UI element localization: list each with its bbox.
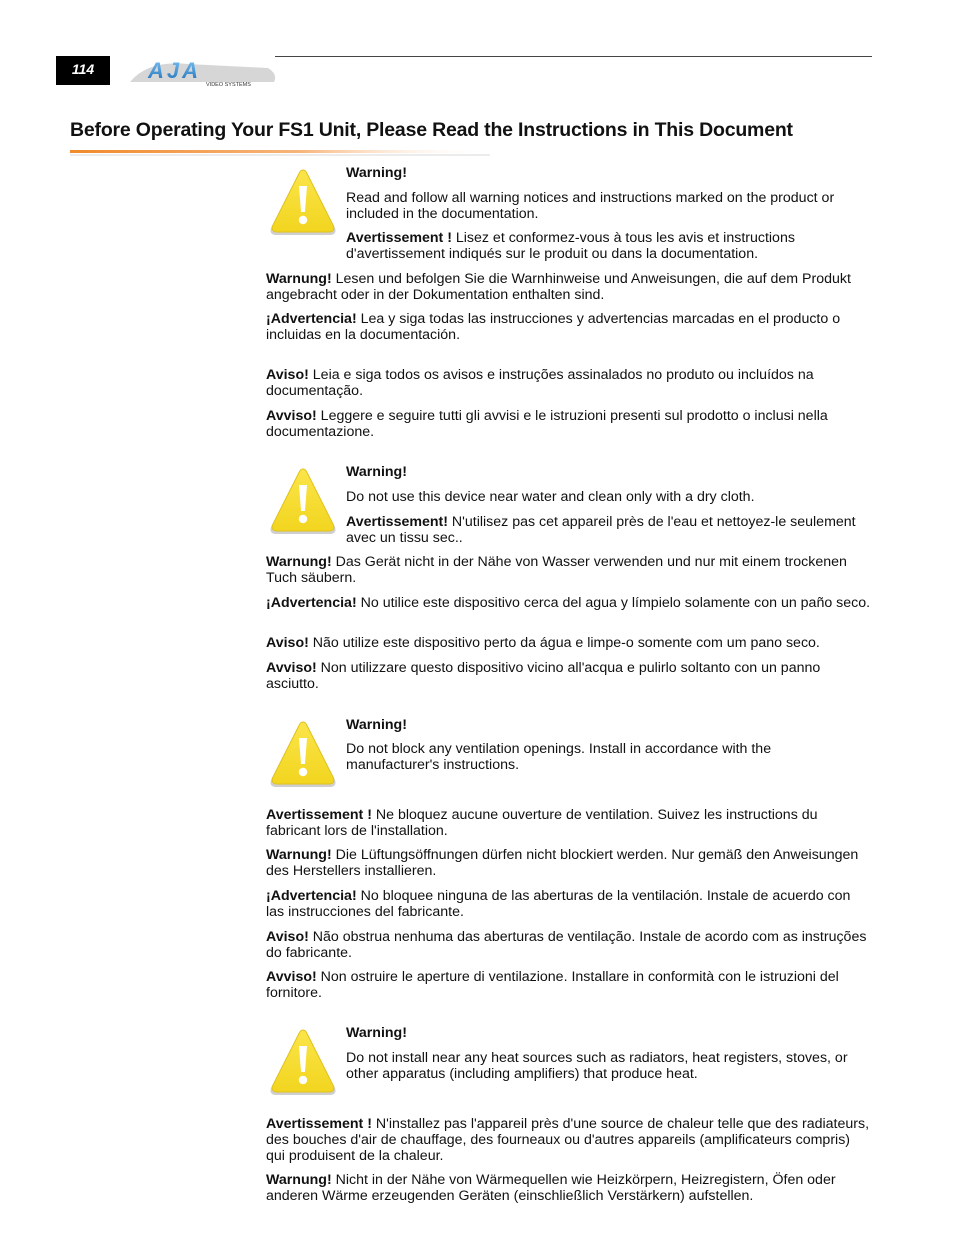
translation-text: Non ostruire le aperture di ventilazione. Installare in conformità con le istruzioni del fornitore. (266, 969, 839, 1001)
translation-label: Aviso! (266, 635, 309, 651)
translation-paragraph (266, 1116, 871, 1164)
warning-triangle-icon (268, 168, 338, 238)
translation-text: N'installez pas l'appareil près d'une source de chaleur telle que des radiateurs, des bouches d'air de chauffage, des fourneaux ou d'autres appareils (amplificateurs compris) qui produisent de la chaleur. (266, 1116, 870, 1164)
translation-label: ¡Advertencia! (266, 888, 357, 904)
translation-text: Leggere e seguire tutti gli avvisi e le istruzioni presenti sul prodotto o inclusi nella documentazione. (266, 408, 828, 440)
translation-label: Warnung! (266, 1172, 332, 1188)
warning-text: Do not install near any heat sources such as radiators, heat registers, stoves, or other apparatus (including amplifiers) that produce heat. (346, 1050, 848, 1082)
translation-paragraph (266, 554, 871, 586)
translation-paragraph (266, 660, 871, 692)
warning-triangle-icon (268, 1028, 338, 1098)
translation-paragraph (266, 271, 871, 303)
translation-label: Avviso! (266, 408, 317, 424)
translation-label: Warnung! (266, 554, 332, 570)
translation-text: Die Lüftungsöffnungen dürfen nicht blockiert werden. Nur gemäß den Anweisungen des Herstellers installieren. (266, 847, 859, 879)
translation-paragraph (266, 1172, 871, 1204)
page-number: 114 (56, 56, 110, 85)
translation-text: Das Gerät nicht in der Nähe von Wasser verwenden und nur mit einem trockenen Tuch säubern. (266, 554, 847, 586)
warning-heading: Warning! (346, 1025, 407, 1041)
translation-paragraph (266, 929, 871, 961)
translation-label: ¡Advertencia! (266, 311, 357, 327)
translation-paragraph (266, 888, 871, 920)
translation-text: Non utilizzare questo dispositivo vicino all'acqua e pulirlo soltanto con un panno asciutto. (266, 660, 821, 692)
translation-text: Não utilize este dispositivo perto da água e limpe-o somente com um pano seco. (308, 635, 820, 651)
translation-label: Avertissement ! (266, 807, 372, 823)
warning-heading: Warning! (346, 717, 407, 733)
translation-label: Avertissement ! (266, 1116, 372, 1132)
translation-paragraph (266, 367, 871, 399)
warning-heading: Warning! (346, 464, 407, 480)
warning-triangle-icon (268, 467, 338, 537)
translation-label: Avertissement! (346, 514, 448, 530)
translation-paragraph (266, 847, 871, 879)
page-title: Before Operating Your FS1 Unit, Please Read the Instructions in This Document (70, 119, 793, 141)
translation-text: Lesen und befolgen Sie die Warnhinweise und Anweisungen, die auf dem Produkt angebracht oder in der Dokumentation enthalten sind. (266, 271, 851, 303)
translation-paragraph (266, 635, 871, 651)
translation-paragraph (346, 514, 871, 546)
translation-text: Lisez et conformez-vous à tous les avis et instructions d'avertissement indiqués sur le produit ou dans la documentation. (346, 230, 795, 262)
translation-paragraph (266, 807, 871, 839)
translation-text: N'utilisez pas cet appareil près de l'eau et nettoyez-le seulement avec un tissu sec.. (346, 514, 856, 546)
warning-text: Read and follow all warning notices and instructions marked on the product or included in the documentation. (346, 190, 835, 222)
svg-text:AJA: AJA (148, 58, 202, 83)
translation-text: Não obstrua nenhuma das aberturas de ventilação. Instale de acordo com as instruções do fabricante. (266, 929, 867, 961)
translation-text: No bloquee ninguna de las aberturas de la ventilación. Instale de acuerdo con las instrucciones del fabricante. (266, 888, 851, 920)
translation-label: Warnung! (266, 271, 332, 287)
translation-text: Lea y siga todas las instrucciones y advertencias marcadas en el producto o incluidas en la documentación. (266, 311, 841, 343)
translation-paragraph (266, 595, 871, 611)
translation-paragraph (266, 311, 871, 343)
warning-triangle-icon (268, 720, 338, 790)
translation-label: Aviso! (266, 367, 309, 383)
warning-heading: Warning! (346, 165, 407, 181)
translation-label: Avviso! (266, 969, 317, 985)
translation-label: Avviso! (266, 660, 317, 676)
translation-paragraph (346, 230, 866, 262)
translation-text: No utilice este dispositivo cerca del agua y límpielo solamente con un paño seco. (356, 595, 871, 611)
warning-text: Do not block any ventilation openings. Install in accordance with the manufacturer's instructions. (346, 741, 772, 773)
translation-label: Warnung! (266, 847, 332, 863)
translation-paragraph (266, 969, 871, 1001)
translation-text: Ne bloquez aucune ouverture de ventilation. Suivez les instructions du fabricant lors de l'installation. (266, 807, 818, 839)
translation-paragraph (266, 408, 871, 440)
translation-text: Leia e siga todos os avisos e instruções assinalados no produto ou incluídos na documentação. (266, 367, 814, 399)
translation-label: Aviso! (266, 929, 309, 945)
warning-text: Do not use this device near water and clean only with a dry cloth. (346, 489, 755, 505)
translation-text: Nicht in der Nähe von Wärmequellen wie Heizkörpern, Heizregistern, Öfen oder anderen Wärme erzeugenden Geräten (einschließlich Verstärkern) aufstellen. (266, 1172, 836, 1204)
svg-text:VIDEO SYSTEMS: VIDEO SYSTEMS (206, 82, 251, 88)
translation-label: Avertissement ! (346, 230, 452, 246)
translation-label: ¡Advertencia! (266, 595, 357, 611)
